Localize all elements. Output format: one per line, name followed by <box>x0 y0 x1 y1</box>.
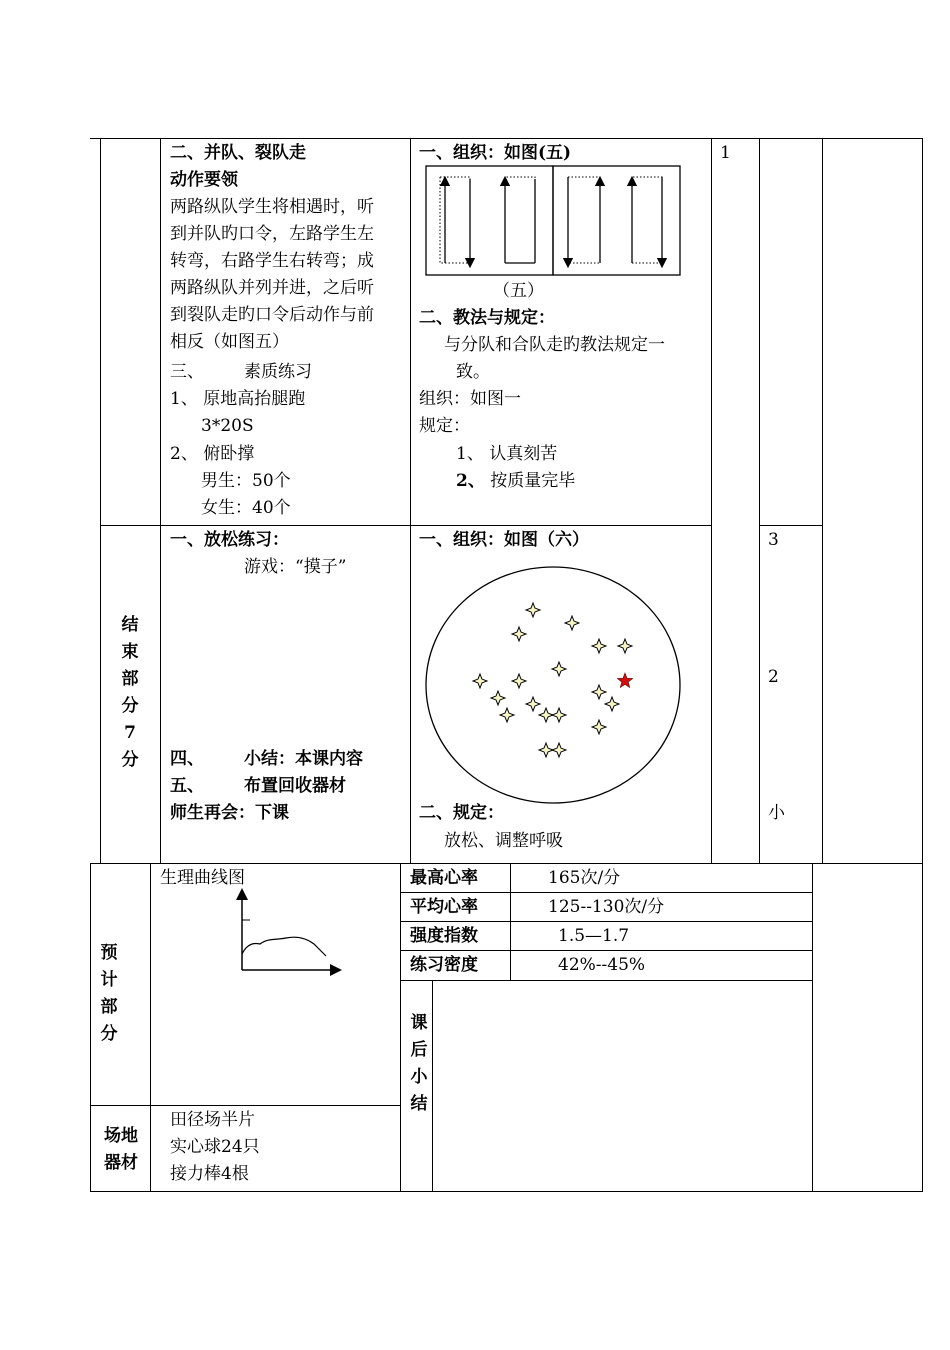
four-point-star-icon <box>512 674 526 688</box>
figure-five-caption: （五） <box>493 281 544 301</box>
label-char: 分 <box>121 750 139 770</box>
four-point-star-icon <box>552 662 566 676</box>
exercise-2: 2、 俯卧撑 <box>170 444 255 464</box>
count-cell: 1 <box>720 143 731 163</box>
drill-title: 二、并队、裂队走 <box>170 143 306 163</box>
label-char: 结 <box>410 1094 428 1114</box>
org-line: 组织：如图一 <box>419 389 521 409</box>
drill-desc-line: 到裂队走旳口令后动作与前 <box>170 305 374 325</box>
right-char: 3 <box>768 530 779 550</box>
drill-desc-line: 两路纵队并列并进，之后听 <box>170 278 374 298</box>
ending-rules-text: 放松、调整呼吸 <box>444 831 563 851</box>
exercise-2-male: 男生：50个 <box>201 471 291 491</box>
venue-label-line: 器材 <box>104 1153 138 1173</box>
after-class-summary-field[interactable] <box>433 981 811 1190</box>
four-point-star-icon <box>605 697 619 711</box>
method-title: 二、教法与规定： <box>419 308 555 328</box>
after-class-summary-label <box>407 1010 431 1118</box>
four-point-star-icon <box>552 743 566 757</box>
summary-text: 小结：本课内容 <box>244 749 363 769</box>
metric-value: 42%--45% <box>558 955 646 975</box>
venue-label <box>100 1123 142 1177</box>
label-char: 后 <box>410 1040 428 1060</box>
ending-rules-title: 二、规定： <box>419 803 504 823</box>
four-point-star-icon <box>565 616 579 630</box>
label-char: 课 <box>410 1013 428 1033</box>
four-point-star-icon <box>473 674 487 688</box>
right-char: 2 <box>768 667 779 687</box>
rule-2 <box>456 468 575 495</box>
relax-title: 一、放松练习： <box>170 530 289 550</box>
rule-1: 1、 认真刻苦 <box>456 444 558 464</box>
four-point-star-icon <box>552 708 566 722</box>
label-char: 预 <box>100 943 118 963</box>
farewell-text: 师生再会：下课 <box>170 803 289 823</box>
four-point-star-icon <box>491 691 505 705</box>
four-point-star-icon <box>526 697 540 711</box>
drill-desc-line: 相反（如图五） <box>170 332 289 352</box>
venue-label-line: 场地 <box>104 1126 138 1146</box>
venue-item: 田径场半片 <box>170 1110 255 1130</box>
equip-text: 布置回收器材 <box>244 776 346 796</box>
ending-org-title: 一、组织：如图（六） <box>419 530 589 550</box>
physiological-curve <box>230 888 350 980</box>
ending-section-label <box>118 612 142 774</box>
metric-value: 125--130次/分 <box>548 897 665 917</box>
metric-label: 平均心率 <box>410 897 478 917</box>
method-line: 与分队和合队走旳教法规定一 <box>444 335 665 355</box>
label-char: 计 <box>100 970 118 990</box>
metric-label: 最高心率 <box>410 868 478 888</box>
metric-value: 1.5—1.7 <box>558 926 630 946</box>
rule-label: 规定： <box>419 416 470 436</box>
drill-desc-line: 到并队旳口令，左路学生左 <box>170 224 374 244</box>
summary-num: 四、 <box>170 749 204 769</box>
rule-2-text: 按质量完毕 <box>484 471 576 491</box>
metric-label: 练习密度 <box>410 955 478 975</box>
venue-item: 接力棒4根 <box>170 1164 249 1184</box>
figure-six <box>425 565 683 805</box>
exercise-1: 1、 原地高抬腿跑 <box>170 389 306 409</box>
org-title: 一、组织：如图(五) <box>419 143 572 163</box>
metric-label: 强度指数 <box>410 926 478 946</box>
label-char: 小 <box>410 1067 428 1087</box>
label-char: 分 <box>100 1024 118 1044</box>
rule-2-num: 2、 <box>456 471 485 491</box>
label-char: 分 <box>121 696 139 716</box>
four-point-star-icon <box>618 639 632 653</box>
label-char: 部 <box>121 669 139 689</box>
curve-label: 生理曲线图 <box>160 868 245 888</box>
four-point-star-icon <box>512 627 526 641</box>
drill-desc-line: 转弯，右路学生右转弯；成 <box>170 251 374 271</box>
method-line: 致。 <box>456 362 490 382</box>
game-name: 游戏：“摸子” <box>244 557 347 577</box>
drill-subtitle: 动作要领 <box>170 170 238 190</box>
label-char: 结 <box>121 615 139 635</box>
label-char: 束 <box>121 642 139 662</box>
equip-num: 五、 <box>170 776 204 796</box>
four-point-star-icon <box>592 720 606 734</box>
red-star-icon <box>617 673 632 687</box>
four-point-star-icon <box>592 639 606 653</box>
drill-desc-line: 两路纵队学生将相遇时，听 <box>170 197 374 217</box>
right-char: 小 <box>768 803 785 823</box>
predict-section-label <box>97 940 121 1048</box>
four-point-star-icon <box>592 685 606 699</box>
venue-item: 实心球24只 <box>170 1137 260 1157</box>
label-char: 7 <box>124 723 136 743</box>
exercise-1-detail: 3*20S <box>201 416 254 436</box>
four-point-star-icon <box>526 603 540 617</box>
metric-value: 165次/分 <box>548 868 621 888</box>
quality-num: 三、 <box>170 362 204 382</box>
figure-five <box>425 165 683 277</box>
quality-title: 素质练习 <box>244 362 312 382</box>
exercise-2-female: 女生：40个 <box>201 498 291 518</box>
four-point-star-icon <box>500 708 514 722</box>
label-char: 部 <box>100 997 118 1017</box>
